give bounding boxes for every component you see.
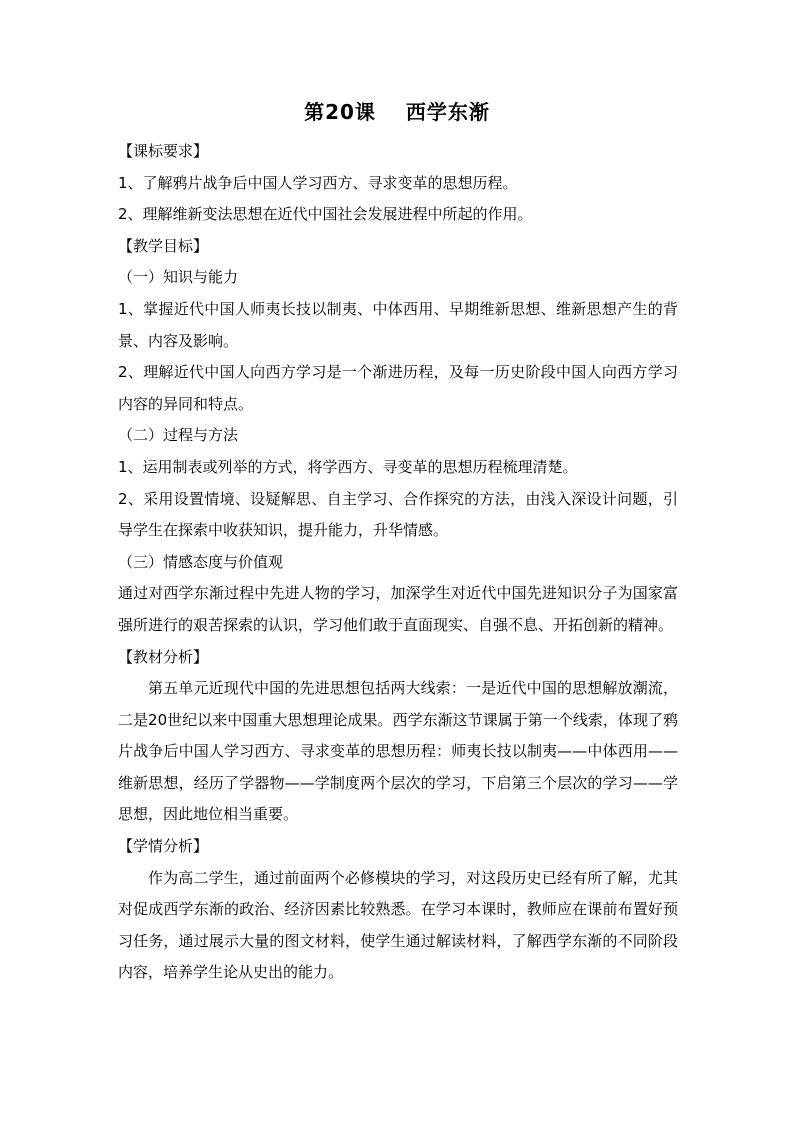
lesson-title: 西学东渐 <box>405 100 490 124</box>
learner-analysis-text: 作为高二学生，通过前面两个必修模块的学习，对这段历史已经有所了解，尤其对促成西学东渐的政治、经济因素比较熟悉。在学习本课时，教师应在课前布置好预习任务，通过展示大量的图文材料，使学生通过解读材料，了解西学东渐的不同阶段内容，培养学生论从史出的能力。 <box>118 868 678 982</box>
section-heading-teaching-goals: 【教学目标】 <box>118 236 209 255</box>
goal-item-knowledge-2: 2、理解近代中国人向西方学习是一个渐进历程，及每一历史阶段中国人向西方学习内容的异同和特点。 <box>118 363 678 413</box>
requirement-item-2: 2、理解维新变法思想在近代中国社会发展进程中所起的作用。 <box>118 205 533 224</box>
textbook-analysis-text: 第五单元近现代中国的先进思想包括两大线索：一是近代中国的思想解放潮流，二是20世纪以来中国重大思想理论成果。西学东渐这节课属于第一个线索，体现了鸦片战争后中国人学习西方、寻求变革的思想历程：师夷长技以制夷——中体西用——维新思想，经历了学器物——学制度两个层次的学习，下启第三个层次的学习——学思想，因此地位相当重要。 <box>118 679 678 824</box>
section-heading-curriculum-requirements: 【课标要求】 <box>118 142 209 160</box>
subheading-process-method: （二）过程与方法 <box>118 426 239 445</box>
lesson-number: 第20课 <box>304 100 376 124</box>
section-heading-learner-analysis: 【学情分析】 <box>118 837 209 856</box>
goal-emotion-text: 通过对西学东渐过程中先进人物的学习，加深学生对近代中国先进知识分子为国家富强所进行的艰苦探索的认识，学习他们敢于直面现实、自强不息、开拓创新的精神。 <box>118 584 678 634</box>
goal-item-knowledge-1: 1、掌握近代中国人师夷长技以制夷、中体西用、早期维新思想、维新思想产生的背景、内容及影响。 <box>118 299 678 350</box>
subheading-emotion-values: （三）情感态度与价值观 <box>118 552 284 571</box>
subheading-knowledge-ability: （一）知识与能力 <box>118 268 239 287</box>
goal-item-process-2: 2、采用设置情境、设疑解思、自主学习、合作探究的方法，由浅入深设计问题，引导学生在探索中收获知识，提升能力，升华情感。 <box>118 489 678 540</box>
goal-item-process-1: 1、运用制表或列举的方式，将学西方、寻变革的思想历程梳理清楚。 <box>118 457 578 476</box>
page-title <box>0 96 794 128</box>
document-body <box>118 136 678 989</box>
requirement-item-1: 1、了解鸦片战争后中国人学习西方、寻求变革的思想历程。 <box>118 173 518 192</box>
section-heading-textbook-analysis: 【教材分析】 <box>118 647 209 666</box>
